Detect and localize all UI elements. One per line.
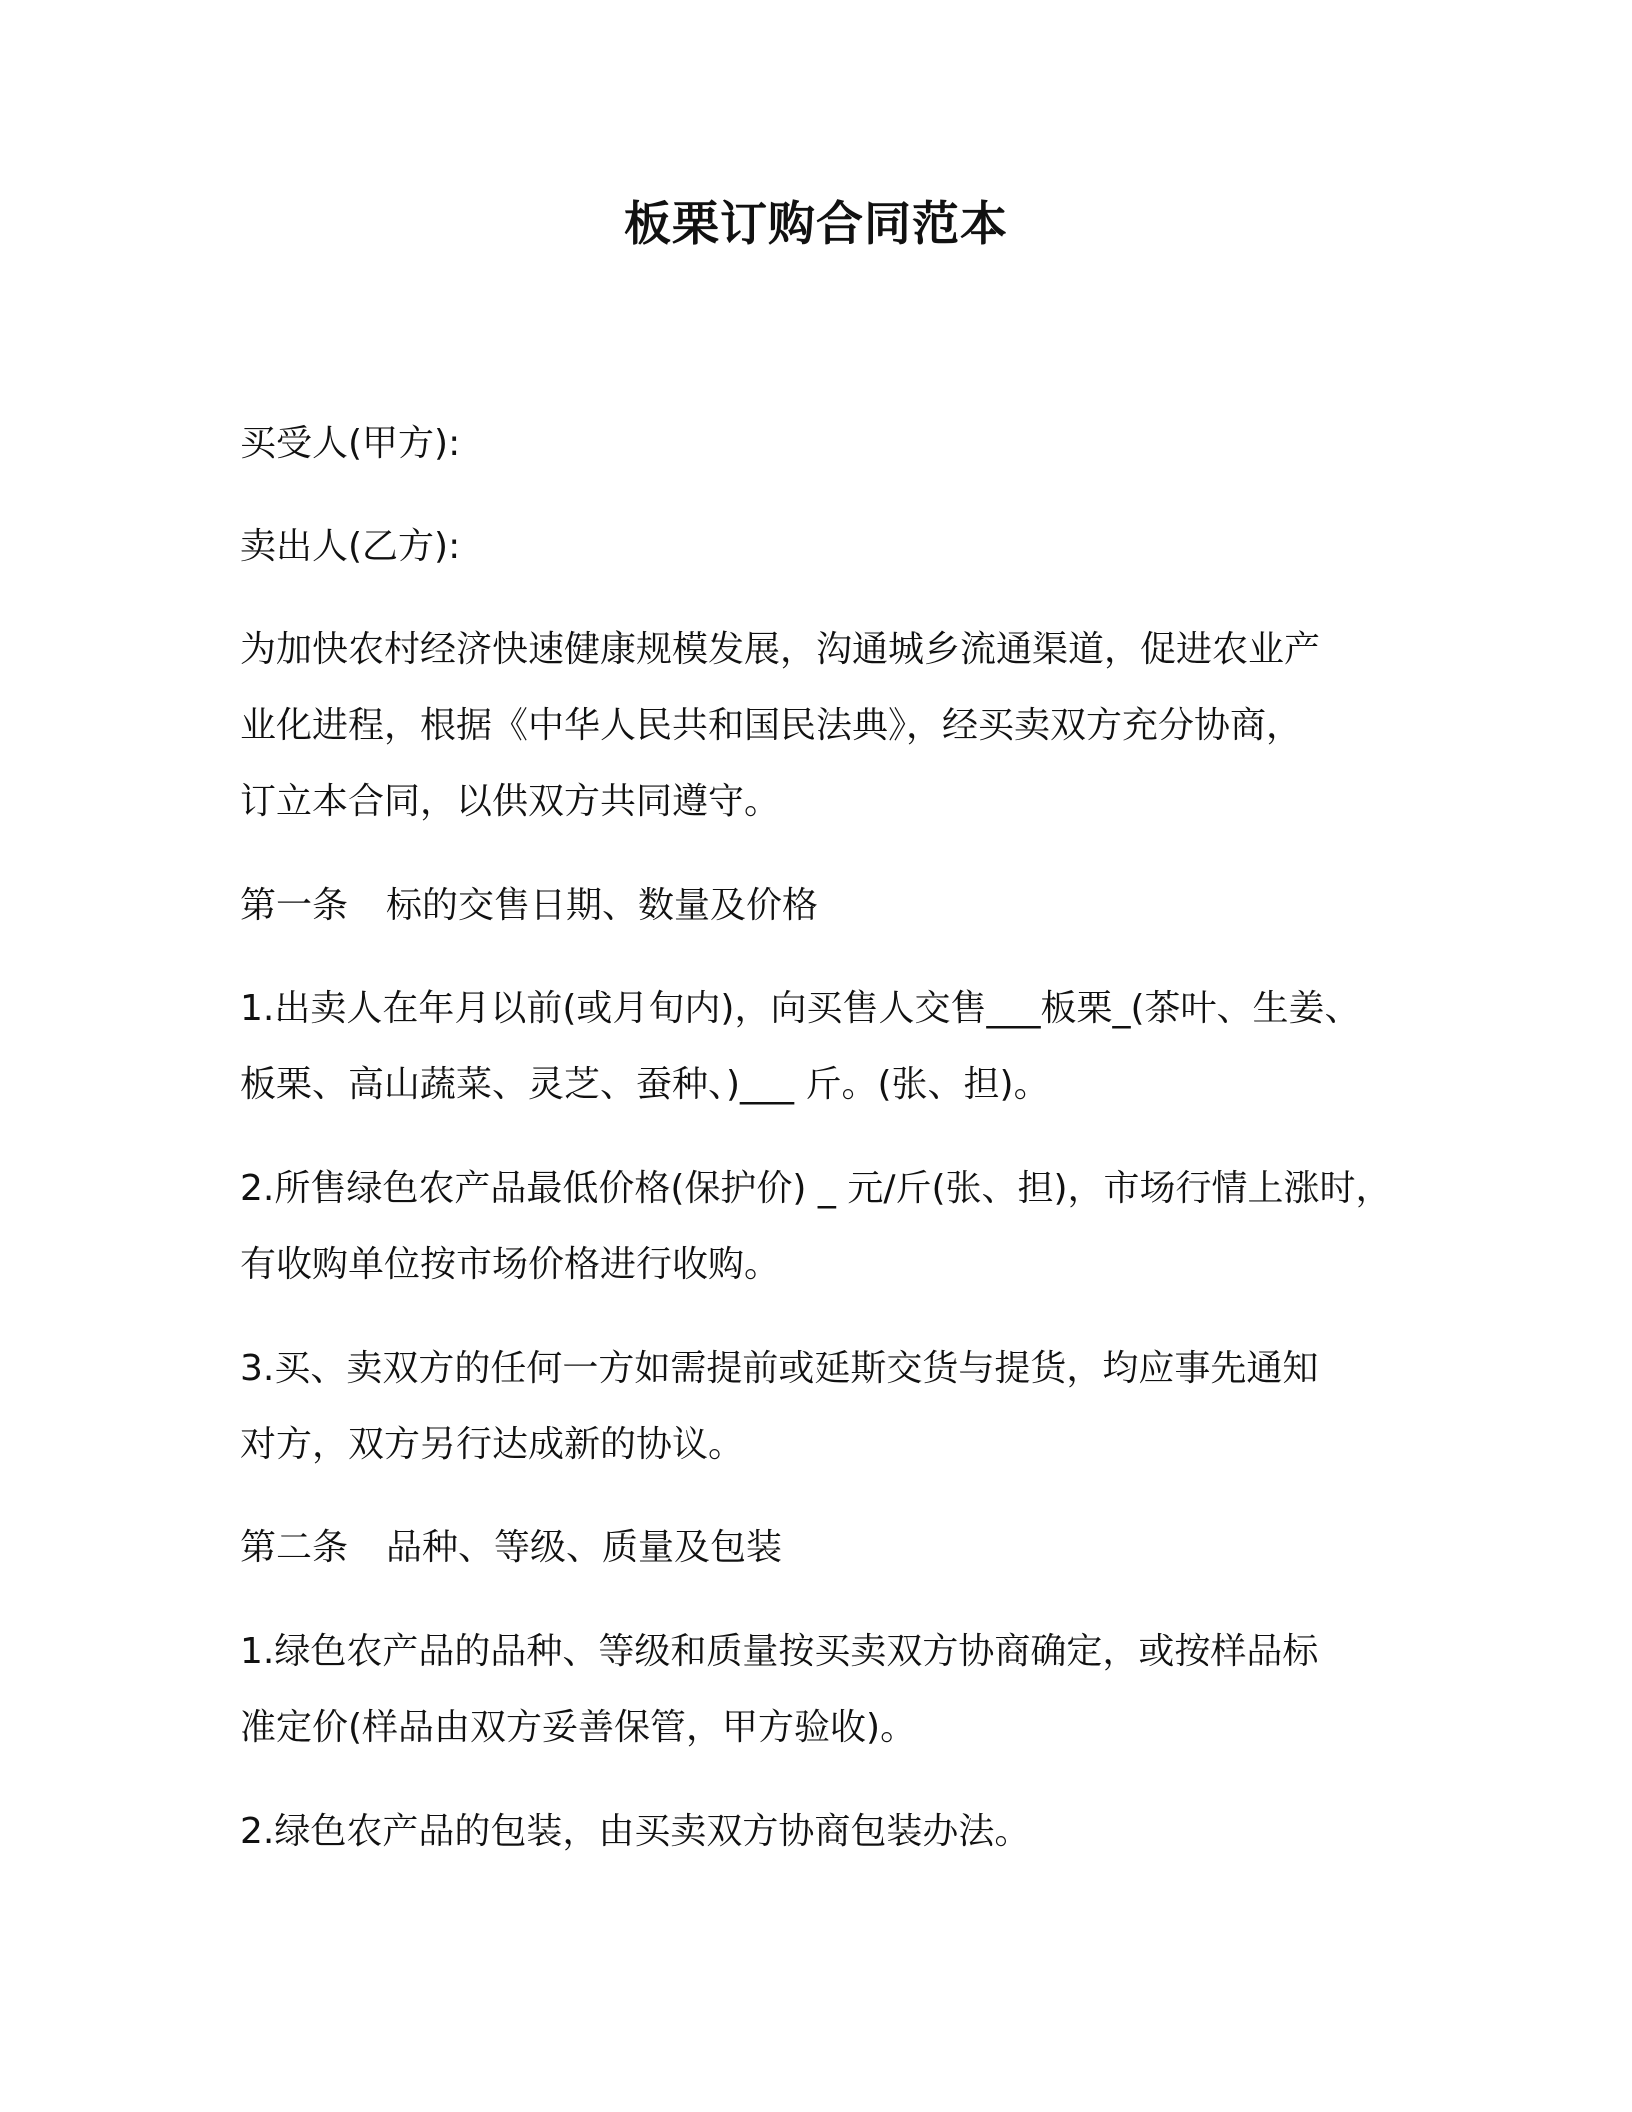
article-2-clause-2-line-1: 2.绿色农产品的包装，由买卖双方协商包装办法。 bbox=[240, 1811, 1031, 1852]
preamble-line-3: 订立本合同，以供双方共同遵守。 bbox=[240, 781, 781, 822]
article-2-clause-1-line-2: 准定价(样品由双方妥善保管，甲方验收)。 bbox=[240, 1707, 917, 1748]
article-1-title: 标的交售日期、数量及价格 bbox=[386, 885, 819, 926]
article-2-title: 品种、等级、质量及包装 bbox=[386, 1527, 783, 1568]
preamble-line-2: 业化进程，根据《中华人民共和国民法典》，经买卖双方充分协商， bbox=[240, 705, 1303, 746]
article-1-heading bbox=[240, 880, 1440, 932]
article-1-clause-3-line-1: 3.买、卖双方的任何一方如需提前或延斯交货与提货，均应事先通知 bbox=[240, 1348, 1319, 1389]
article-1-clause-1-line-2: 板栗、高山蔬菜、灵芝、蚕种、)___ 斤。(张、担)。 bbox=[240, 1064, 1050, 1105]
article-1-clause-1-line-1: 1.出卖人在年月以前(或月旬内)，向买售人交售___板栗_(茶叶、生姜、 bbox=[240, 988, 1361, 1029]
article-1-clause-2-line-2: 有收购单位按市场价格进行收购。 bbox=[240, 1244, 781, 1285]
preamble-line-1: 为加快农村经济快速健康规模发展，沟通城乡流通渠道，促进农业产 bbox=[240, 629, 1321, 670]
article-2-clause-1-line-1: 1.绿色农产品的品种、等级和质量按买卖双方协商确定，或按样品标 bbox=[240, 1631, 1319, 1672]
article-2-number: 第二条 bbox=[240, 1527, 349, 1568]
article-2-heading bbox=[240, 1522, 1440, 1574]
article-1-clause-3-line-2: 对方，双方另行达成新的协议。 bbox=[240, 1424, 745, 1465]
document-title: 板栗订购合同范本 bbox=[624, 197, 1008, 252]
seller-label: 卖出人(乙方): bbox=[240, 526, 461, 567]
buyer-label: 买受人(甲方): bbox=[240, 423, 461, 464]
article-1-clause-2-line-1: 2.所售绿色农产品最低价格(保护价) _ 元/斤(张、担)，市场行情上涨时， bbox=[240, 1168, 1392, 1209]
article-1-number: 第一条 bbox=[240, 885, 349, 926]
